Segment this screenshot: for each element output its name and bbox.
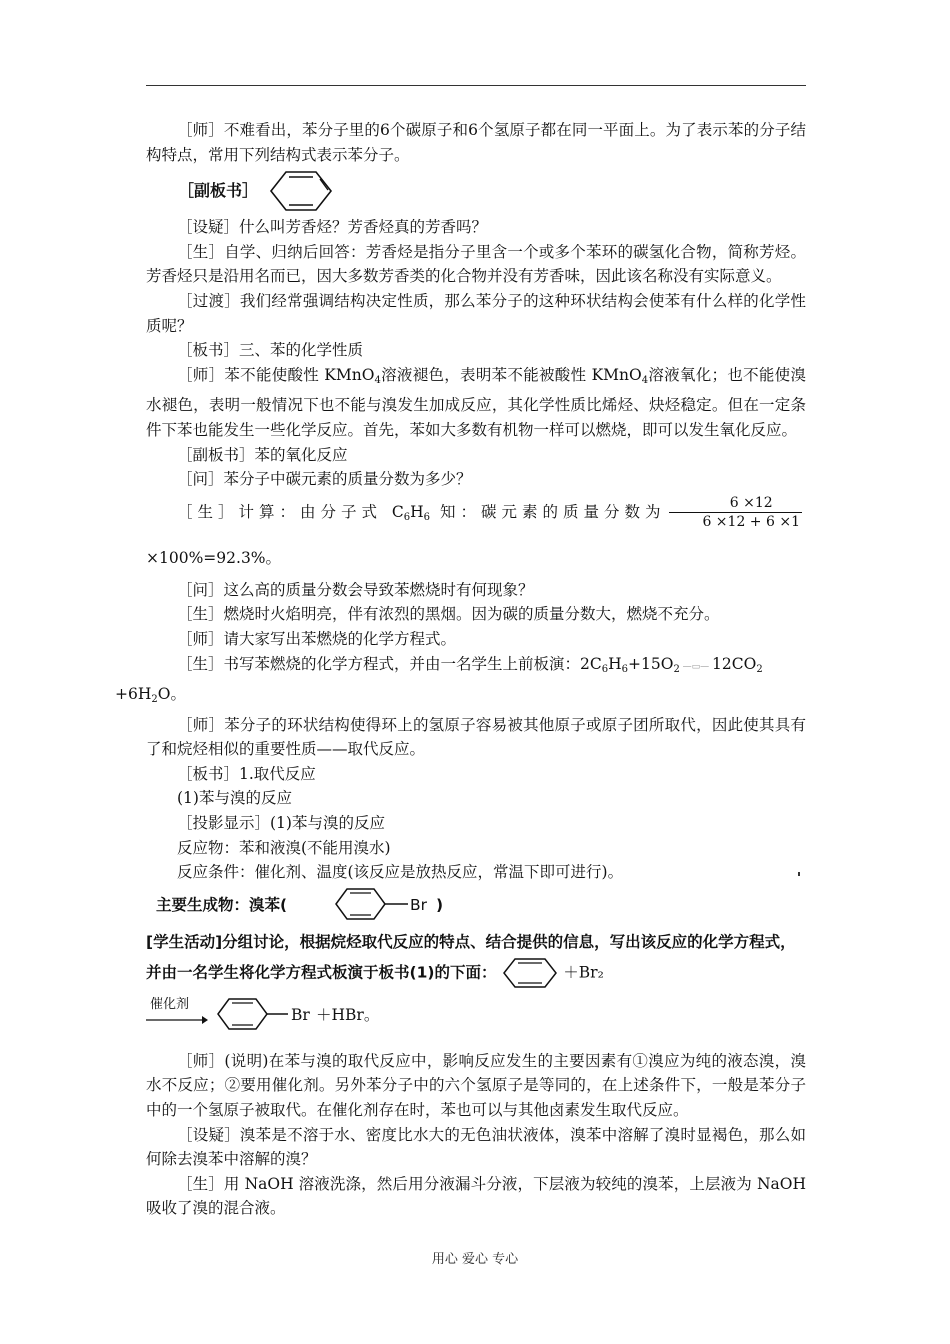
text-span: H: [608, 654, 622, 673]
paragraph-7: ［副板书］苯的氧化反应: [177, 445, 348, 464]
paragraph-19: 反应条件：催化剂、温度(该反应是放热反应，常温下即可进行)。: [177, 863, 624, 882]
paragraph-4: ［过渡］我们经常强调结构决定性质，那么苯分子的这种环状结构会使苯有什么样的化学性质呢？: [146, 291, 806, 335]
paragraph-8: ［问］苯分子中碳元素的质量分数为多少？: [177, 470, 472, 489]
text-span: ): [436, 895, 444, 914]
text-span: O。: [157, 685, 186, 704]
text-span: ［生］计算：由分子式 C: [177, 502, 404, 521]
text-span: 溶液氧化；也不能使溴水褪色，表明一般情况下也不能与溴发生加成反应，其化学性质比烯烃、炔烃稳定。但在一定条件下苯也能发生一些化学反应。首先，苯如大多数有机物一样可以燃烧，即可以发生氧化反应。: [146, 365, 806, 439]
paragraph-1: ［师］不难看出，苯分子里的6个碳原子和6个氢原子都在同一平面上。为了表示苯的分子结构特点，常用下列结构式表示苯分子。: [146, 121, 806, 164]
subscript: 2: [151, 694, 158, 706]
catalyst-label: 催化剂: [150, 996, 190, 1012]
text-span: ［师］苯不能使酸性 KMnO: [177, 365, 375, 384]
stray-mark: [798, 872, 800, 876]
text-span: H: [410, 502, 424, 521]
subscript: 6: [403, 511, 411, 523]
benzene-ring-icon: [268, 169, 334, 213]
paragraph-11: ［生］燃烧时火焰明亮，伴有浓烈的黑烟。因为碳的质量分数大，燃烧不充分。: [177, 605, 720, 624]
reaction-equation-line: [146, 993, 806, 1035]
hbr-product: ＋HBr。: [316, 1005, 380, 1024]
fraction-denominator: 6 ×12 + 6 ×1: [702, 514, 800, 531]
ignition-arrow-icon: —▭—: [679, 661, 713, 672]
subscript: 6: [601, 663, 609, 675]
fu-ban-shu-label: ［副板书］: [178, 181, 259, 201]
bromobenzene-structure-icon: [334, 887, 410, 921]
benzene-structure-line: [146, 169, 806, 215]
paragraph-6: [146, 363, 806, 443]
bromine-label: Br: [291, 1005, 310, 1024]
text-span: 12CO: [712, 654, 757, 673]
subscript: 4: [374, 374, 381, 386]
header-rule: [146, 85, 806, 86]
text-span: [学生活动]分组讨论，根据烷烃取代反应的特点、结合提供的信息，写出该反应的化学方程式，并由一名学生将化学方程式板演于板书(1)的下面：: [146, 932, 796, 982]
subscript: 2: [673, 663, 680, 675]
subscript: 6: [423, 511, 431, 523]
paragraph-14: ［师］苯分子的环状结构使得环上的氢原子容易被其他原子或原子团所取代，因此使其具有了和烷烃相似的重要性质——取代反应。: [146, 715, 806, 759]
page-footer: 用心 爱心 专心: [431, 1252, 519, 1267]
text-span: +15O: [628, 654, 674, 673]
document-body: [115, 118, 806, 1221]
paragraph-10: ［问］这么高的质量分数会导致苯燃烧时有何现象？: [177, 580, 534, 599]
paragraph-25: ［生］用 NaOH 溶液洗涤，然后用分液漏斗分液，下层液为较纯的溴苯，上层液为 NaOH 吸收了溴的混合液。: [146, 1174, 806, 1218]
paragraph-18: 反应物：苯和液溴(不能用溴水): [177, 838, 391, 857]
student-activity-paragraph: [146, 927, 806, 989]
paragraph-23: ［师］(说明)在苯与溴的取代反应中，影响反应发生的主要因素有①溴应为纯的液态溴，溴水不反应；②要用催化剂。另外苯分子中的六个氢原子是等同的，在上述条件下，一般是苯分子中的一个氢原子被取代。在催化剂存在时，苯也可以与其他卤素发生取代反应。: [146, 1051, 806, 1120]
mass-fraction-formula: [669, 494, 802, 531]
paragraph-5: ［板书］三、苯的化学性质: [177, 341, 364, 360]
paragraph-2: ［设疑］什么叫芳香烃？芳香烃真的芳香吗？: [177, 218, 488, 237]
paragraph-24: ［设疑］溴苯是不溶于水、密度比水大的无色油状液体，溴苯中溶解了溴时显褐色，那么如何除去溴苯中溶解的溴？: [146, 1125, 806, 1169]
benzene-ring-icon: [502, 957, 558, 989]
subscript: 4: [641, 374, 649, 386]
catalyst-arrow: [146, 995, 208, 1029]
paragraph-15: ［板书］1.取代反应: [177, 764, 316, 783]
paragraph-3: ［生］自学、归纳后回答：芳香烃是指分子里含一个或多个苯环的碳氢化合物，简称芳烃。芳香烃只是沿用名而已，因大多数芳香类的化合物并没有芳香味，因此该名称没有实际意义。: [146, 242, 806, 286]
fraction-numerator: 6 ×12: [669, 494, 802, 513]
bromine-reactant: ＋Br₂: [563, 963, 604, 982]
paragraph-12: ［师］请大家写出苯燃烧的化学方程式。: [177, 629, 457, 648]
text-span: 主要生成物：溴苯(: [156, 895, 288, 914]
text-span: ［生］书写苯燃烧的化学方程式，并由一名学生上前板演：2C: [177, 654, 602, 673]
text-span: +6H: [115, 685, 152, 704]
arrow-right-icon: [146, 1015, 208, 1025]
bromobenzene-structure-icon: [216, 997, 290, 1031]
main-product-line: [146, 887, 806, 923]
paragraph-17: ［投影显示］(1)苯与溴的反应: [177, 814, 385, 833]
paragraph-9: [146, 492, 806, 578]
subscript: 2: [756, 663, 763, 675]
text-span: 知：碳元素的质量分数为: [430, 502, 666, 521]
paragraph-13: [115, 652, 806, 713]
text-span: 溶液褪色，表明苯不能被酸性 KMnO: [380, 365, 642, 384]
paragraph-16: (1)苯与溴的反应: [177, 789, 292, 808]
text-span: ×100%=92.3%。: [146, 548, 282, 567]
bromine-label: Br: [410, 895, 428, 914]
subscript: 6: [621, 663, 629, 675]
